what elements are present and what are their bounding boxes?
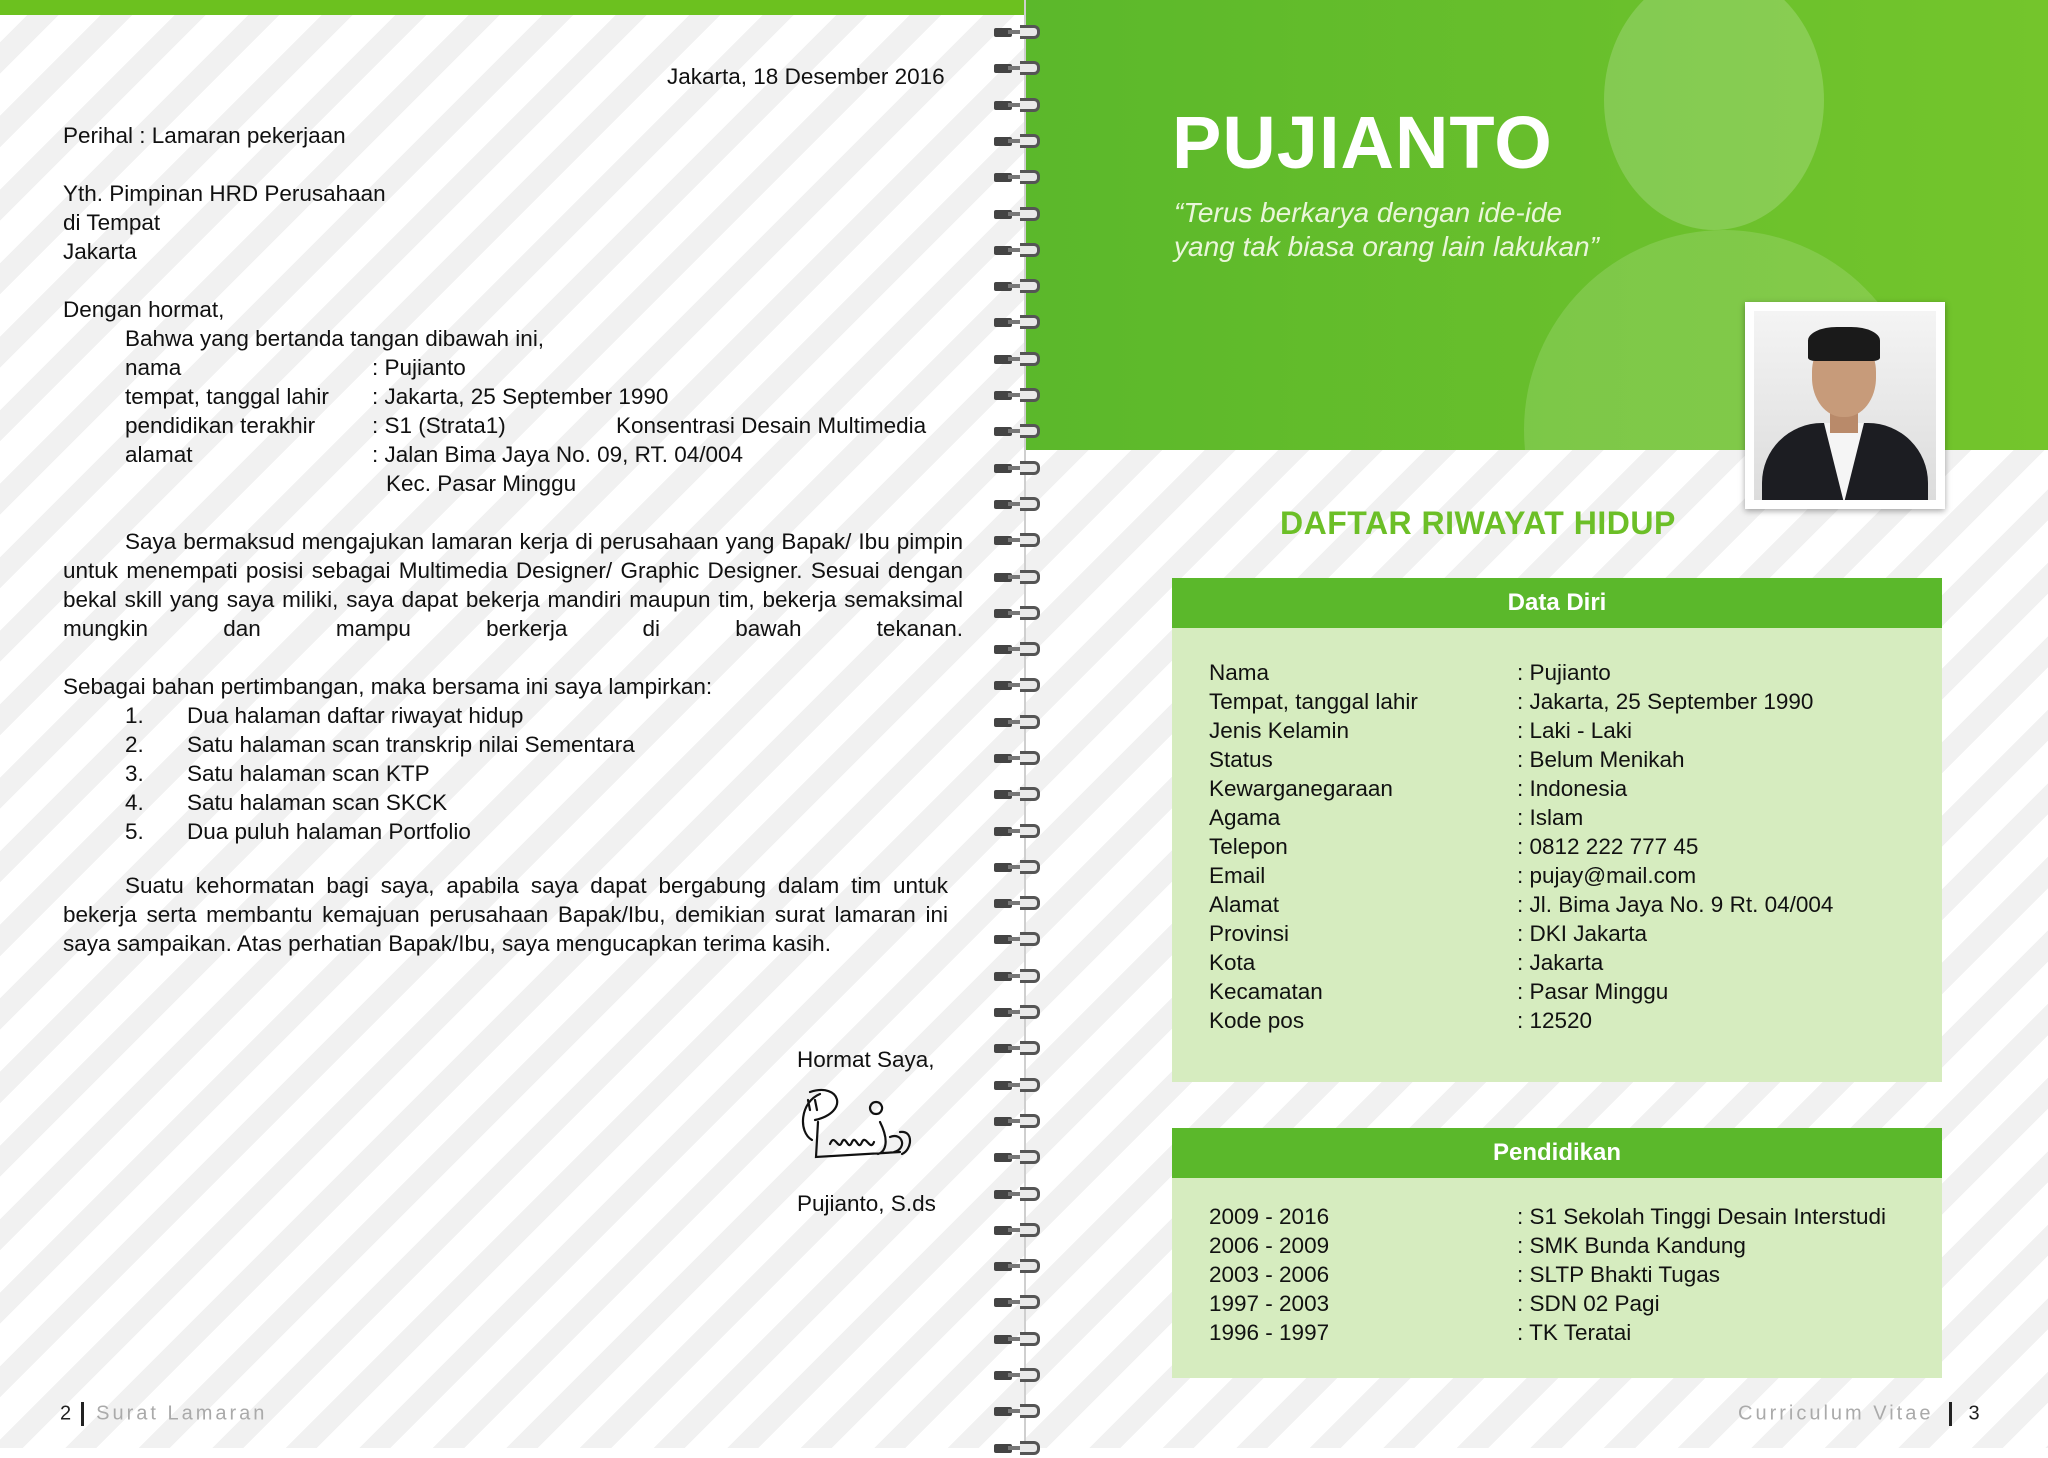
profile-photo-image	[1754, 311, 1936, 500]
attachment-text-3: Satu halaman scan KTP	[187, 761, 430, 786]
field-label-pendidikan: pendidikan terakhir	[125, 413, 316, 438]
binding-coil	[990, 929, 1050, 949]
row-label: Kota	[1209, 950, 1256, 975]
attachment-num-5: 5.	[125, 819, 144, 844]
field-label-ttl: tempat, tanggal lahir	[125, 384, 329, 409]
attachment-text-2: Satu halaman scan transkrip nilai Sementara	[187, 732, 635, 757]
cv-title: DAFTAR RIWAYAT HIDUP	[1280, 505, 1676, 541]
attachment-num-4: 4.	[125, 790, 144, 815]
binding-coil	[990, 1329, 1050, 1349]
binding-coil	[990, 639, 1050, 659]
intro-line: Bahwa yang bertanda tangan dibawah ini,	[125, 326, 545, 351]
binding-coil	[990, 712, 1050, 732]
place-date: Jakarta, 18 Desember 2016	[667, 64, 945, 89]
footer-left	[60, 1402, 267, 1426]
page-number-right: 3	[1968, 1402, 1980, 1425]
binding-coil	[990, 1256, 1050, 1276]
row-value: : Laki - Laki	[1517, 718, 1633, 743]
subject-line: Perihal : Lamaran pekerjaan	[63, 123, 346, 148]
binding-coil	[990, 784, 1050, 804]
paragraph-1	[63, 527, 963, 643]
binding-coil	[990, 748, 1050, 768]
row-label: Nama	[1209, 660, 1270, 685]
footer-label-right: Curriculum Vitae	[1738, 1402, 1934, 1425]
binding-coil	[990, 276, 1050, 296]
attachment-num-2: 2.	[125, 732, 144, 757]
salutation: Dengan hormat,	[63, 297, 225, 322]
paragraph-2-text: Suatu kehormatan bagi saya, apabila saya dapat bergabung dalam tim untuk bekerja serta membantu kemajuan perusahaan Bapak/Ibu, demikian surat lamaran ini saya sampaikan. Atas perhatian Bapak/Ibu, saya mengucapkan terima kasih.	[63, 873, 948, 956]
row-value: : 0812 222 777 45	[1517, 834, 1699, 859]
field-value-konsentrasi: Konsentrasi Desain Multimedia	[616, 413, 927, 438]
footer-divider-right	[1949, 1402, 1952, 1426]
row-label: 2009 - 2016	[1209, 1204, 1330, 1229]
recipient-line-3: Jakarta	[63, 239, 137, 264]
binding-coil	[990, 204, 1050, 224]
row-label: Tempat, tanggal lahir	[1209, 689, 1418, 714]
profile-photo	[1745, 302, 1945, 509]
row-label: 1997 - 2003	[1209, 1291, 1330, 1316]
binding-coil	[990, 1401, 1050, 1421]
binding-coil	[990, 857, 1050, 877]
field-label-alamat: alamat	[125, 442, 193, 467]
row-label: Kode pos	[1209, 1008, 1305, 1033]
page-number-left: 2	[60, 1402, 72, 1425]
binding-coil	[990, 167, 1050, 187]
row-value: : SLTP Bhakti Tugas	[1517, 1262, 1721, 1287]
binding-coil	[990, 385, 1050, 405]
letter-header	[0, 0, 1024, 1448]
pendidikan-section	[1172, 1128, 1942, 1378]
binding-coil	[990, 349, 1050, 369]
field-label-nama: nama	[125, 355, 182, 380]
row-value: : Belum Menikah	[1517, 747, 1685, 772]
attachments-intro: Sebagai bahan pertimbangan, maka bersama ini saya lampirkan:	[63, 674, 713, 699]
binding-coil	[990, 1220, 1050, 1240]
signature-image	[790, 1082, 950, 1162]
binding-coil	[990, 530, 1050, 550]
row-value: : SMK Bunda Kandung	[1517, 1233, 1746, 1258]
cv-name: PUJIANTO	[1172, 101, 1553, 184]
row-value: : Pasar Minggu	[1517, 979, 1669, 1004]
field-value-ttl: : Jakarta, 25 September 1990	[372, 384, 669, 409]
signature-name: Pujianto, S.ds	[797, 1191, 936, 1216]
row-label: 2003 - 2006	[1209, 1262, 1330, 1287]
binding-coil	[990, 966, 1050, 986]
row-label: Status	[1209, 747, 1273, 772]
binding-coil	[990, 1038, 1050, 1058]
binding-coil	[990, 675, 1050, 695]
row-value: : Jakarta, 25 September 1990	[1517, 689, 1814, 714]
row-label: 2006 - 2009	[1209, 1233, 1330, 1258]
row-value: : Pujianto	[1517, 660, 1611, 685]
binding-coil	[990, 821, 1050, 841]
field-value-alamat: : Jalan Bima Jaya No. 09, RT. 04/004	[372, 442, 744, 467]
paragraph-2	[63, 871, 948, 958]
row-value: : Indonesia	[1517, 776, 1628, 801]
paragraph-1-text: Saya bermaksud mengajukan lamaran kerja di perusahaan yang Bapak/ Ibu pimpin untuk menempati posisi sebagai Multimedia Designer/ Graphic Designer. Sesuai dengan bekal skill yang saya miliki, saya dapat bekerja mandiri maupun tim, bekerja semaksimal mungkin dan mampu berkerja di bawah tekanan.	[63, 529, 963, 641]
recipient-line-1: Yth. Pimpinan HRD Perusahaan	[63, 181, 386, 206]
field-value-alamat-2: Kec. Pasar Minggu	[386, 471, 577, 496]
row-label: Provinsi	[1209, 921, 1290, 946]
binding-coil	[990, 1292, 1050, 1312]
attachment-text-5: Dua puluh halaman Portfolio	[187, 819, 471, 844]
binding-coil	[990, 1184, 1050, 1204]
field-value-pendidikan: : S1 (Strata1)	[372, 413, 506, 438]
binding-coil	[990, 1147, 1050, 1167]
pendidikan-heading: Pendidikan	[1172, 1128, 1942, 1178]
binding-coil	[990, 1075, 1050, 1095]
row-label: Kecamatan	[1209, 979, 1323, 1004]
row-value: : TK Teratai	[1517, 1320, 1632, 1345]
binding-coil	[990, 603, 1050, 623]
cover-letter-page	[0, 0, 1024, 1448]
row-label: Alamat	[1209, 892, 1280, 917]
binding-coil	[990, 458, 1050, 478]
attachment-num-3: 3.	[125, 761, 144, 786]
attachment-text-4: Satu halaman scan SKCK	[187, 790, 448, 815]
footer-divider-left	[81, 1402, 84, 1426]
row-label: Jenis Kelamin	[1209, 718, 1350, 743]
binding-coil	[990, 893, 1050, 913]
row-value: : DKI Jakarta	[1517, 921, 1648, 946]
attachment-text-1: Dua halaman daftar riwayat hidup	[187, 703, 524, 728]
binding-coil	[990, 1438, 1050, 1458]
row-label: Telepon	[1209, 834, 1288, 859]
binding-coil	[990, 240, 1050, 260]
row-value: : pujay@mail.com	[1517, 863, 1697, 888]
binding-coil	[990, 421, 1050, 441]
row-label: 1996 - 1997	[1209, 1320, 1330, 1345]
binding-coil	[990, 22, 1050, 42]
binding-coil	[990, 1111, 1050, 1131]
row-value: : 12520	[1517, 1008, 1593, 1033]
footer-label-left: Surat Lamaran	[96, 1402, 268, 1425]
cv-quote: “Terus berkarya dengan ide-ide yang tak biasa orang lain lakukan”	[1174, 197, 1599, 262]
row-value: : Jl. Bima Jaya No. 9 Rt. 04/004	[1517, 892, 1834, 917]
binding-coil	[990, 131, 1050, 151]
row-label: Email	[1209, 863, 1266, 888]
data-diri-heading: Data Diri	[1172, 578, 1942, 628]
binding-coil	[990, 312, 1050, 332]
photo-hair	[1808, 327, 1880, 361]
field-value-nama: : Pujianto	[372, 355, 466, 380]
row-label: Agama	[1209, 805, 1281, 830]
data-diri-section	[1172, 578, 1942, 1082]
row-label: Kewarganegaraan	[1209, 776, 1393, 801]
row-value: : Jakarta	[1517, 950, 1604, 975]
row-value: : S1 Sekolah Tinggi Desain Interstudi	[1517, 1204, 1886, 1229]
binding-coil	[990, 58, 1050, 78]
binding-coil	[990, 1002, 1050, 1022]
attachment-num-1: 1.	[125, 703, 144, 728]
closing: Hormat Saya,	[797, 1047, 935, 1072]
binding-coil	[990, 95, 1050, 115]
row-value: : Islam	[1517, 805, 1584, 830]
row-value: : SDN 02 Pagi	[1517, 1291, 1660, 1316]
footer-right	[1738, 1402, 1980, 1426]
silhouette-head-decoration	[1604, 0, 1824, 230]
binding-coil	[990, 567, 1050, 587]
recipient-line-2: di Tempat	[63, 210, 161, 235]
binding-coil	[990, 1365, 1050, 1385]
binding-coil	[990, 494, 1050, 514]
